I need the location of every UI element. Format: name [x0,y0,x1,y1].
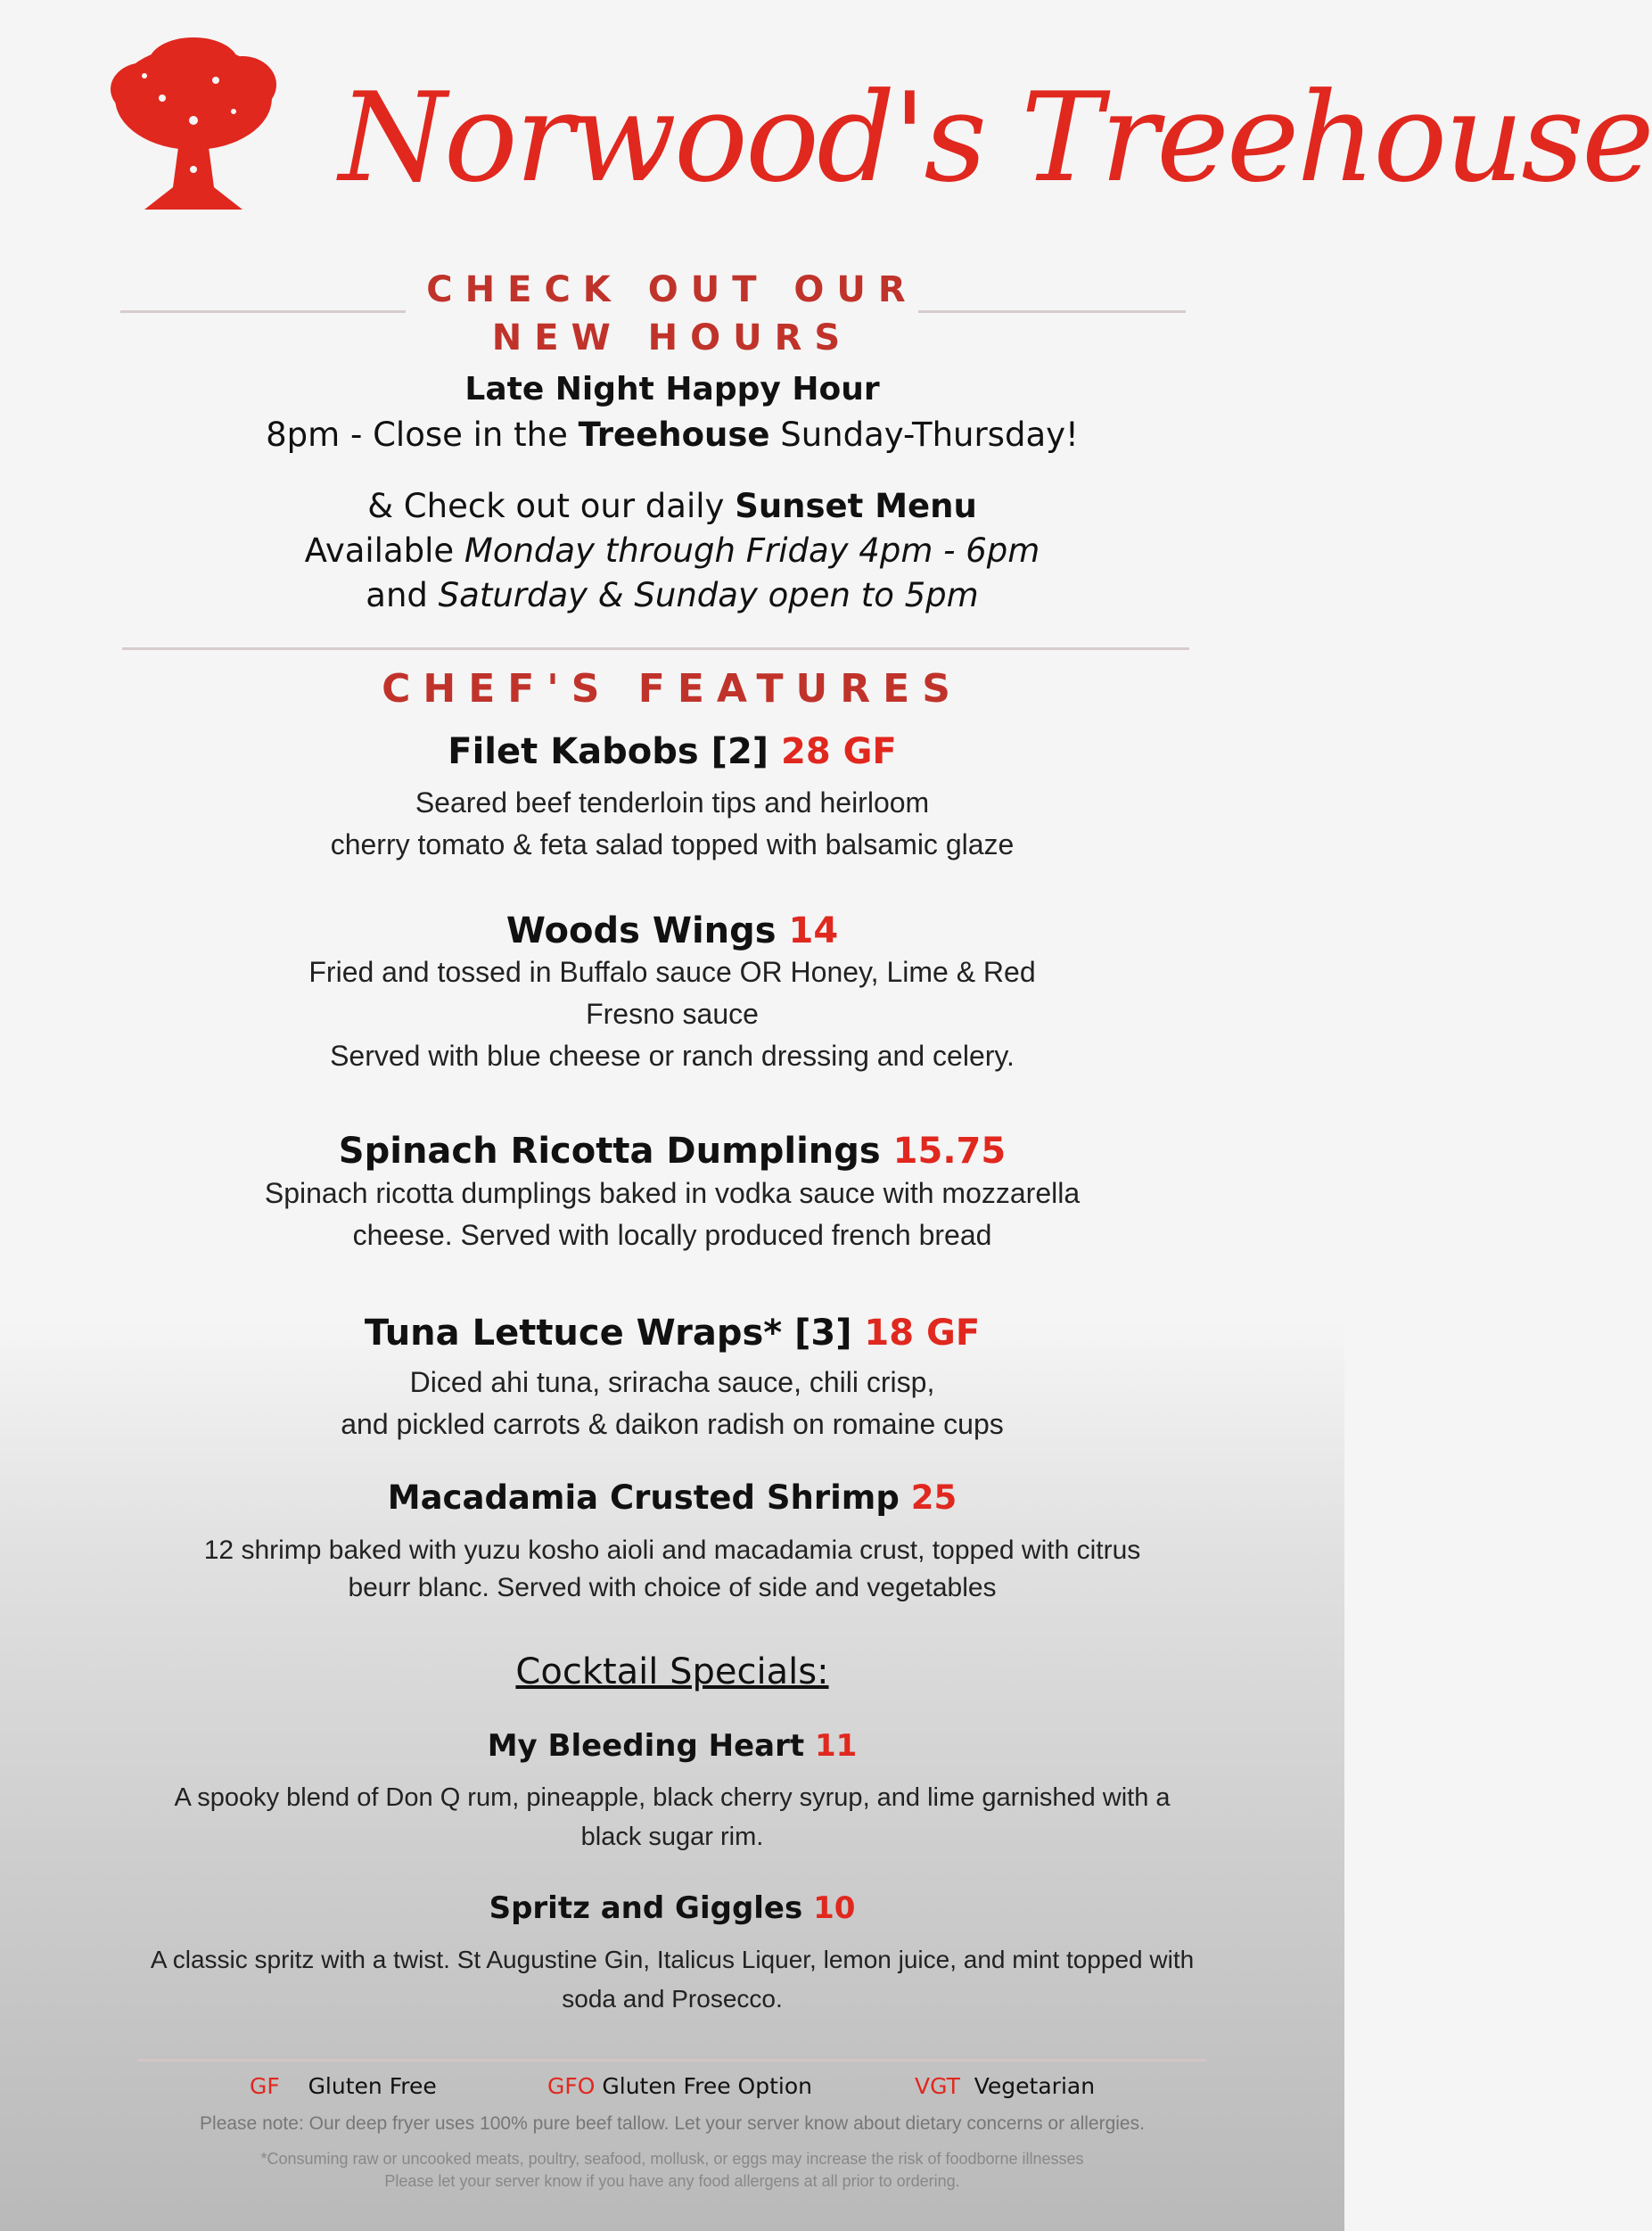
cocktail-heading: Cocktail Specials: [515,1651,829,1692]
allergen-note: Please let your server know if you have any food allergens at all prior to ordering. [384,2172,960,2190]
legend-code: GF [250,2073,280,2099]
feature-title [0,1474,1344,1522]
legend-label: Gluten Free [308,2073,437,2099]
cocktail-desc-line: black sugar rim. [580,1823,764,1851]
cocktail-price: 10 [813,1890,856,1926]
sunset-line [0,483,1344,530]
happy-hour-title: Late Night Happy Hour [464,371,880,408]
availability-line [0,528,1344,574]
cocktail-title [0,1724,1344,1768]
hours-heading-2: NEW HOURS [491,317,853,358]
avail-pre: Available [304,531,464,570]
feature-desc-line: and pickled carrots & daikon radish on romaine cups [341,1408,1004,1440]
happy-hour-pre: 8pm - Close in the [266,416,579,454]
feature-price: 25 [910,1478,958,1517]
feature-price: 15.75 [892,1131,1007,1172]
feature-desc-line: Spinach ricotta dumplings baked in vodka sauce with mozzarella [264,1177,1081,1209]
sat-italic: Saturday & Sunday open to 5pm [438,576,979,614]
legend-label: Gluten Free Option [602,2073,812,2099]
feature-desc-line: cheese. Served with locally produced french bread [352,1219,992,1251]
weekend-line [0,572,1344,619]
feature-desc-line: Seared beef tenderloin tips and heirloom [415,786,930,819]
feature-price: 18 GF [864,1313,981,1354]
feature-price: 14 [788,910,839,951]
features-heading: CHEF'S FEATURES [382,666,963,712]
feature-name: Macadamia Crusted Shrimp [387,1478,911,1517]
feature-name: Filet Kabobs [2] [448,731,781,772]
sunset-bold: Sunset Menu [735,487,977,525]
feature-price: 28 GF [780,731,897,772]
sunset-pre: & Check out our daily [367,487,736,525]
legend-code: VGT [915,2073,960,2099]
cocktail-name: Spritz and Giggles [489,1890,814,1926]
feature-title [0,727,1344,777]
legend-gf [250,2070,437,2103]
feature-name: Tuna Lettuce Wraps* [3] [364,1313,865,1354]
feature-title [0,906,1344,956]
fryer-note: Please note: Our deep fryer uses 100% pure beef tallow. Let your server know about dietary concerns or allergies. [200,2113,1145,2134]
legend-label: Vegetarian [974,2073,1096,2099]
feature-title [0,1126,1344,1176]
feature-desc-line: Diced ahi tuna, sriracha sauce, chili crisp, [409,1366,935,1398]
divider-features [122,647,1189,650]
feature-name: Woods Wings [505,910,789,951]
cocktail-name: My Bleeding Heart [487,1728,815,1764]
tree-icon [109,36,278,214]
brand-title: Norwood's Treehouse [339,66,1652,210]
feature-desc-line: beurr blanc. Served with choice of side and vegetables [348,1573,997,1602]
feature-desc-line: cherry tomato & feta salad topped with balsamic glaze [330,828,1015,860]
legend-vgt [915,2070,1095,2103]
feature-desc-line: Fried and tossed in Buffalo sauce OR Honey, Lime & Red [308,956,1036,988]
cocktail-price: 11 [814,1728,858,1764]
feature-desc-line: 12 shrimp baked with yuzu kosho aioli and macadamia crust, topped with citrus [203,1535,1141,1565]
feature-name: Spinach Ricotta Dumplings [338,1131,893,1172]
cocktail-desc-line: soda and Prosecco. [562,1985,783,2013]
avail-italic: Monday through Friday 4pm - 6pm [464,531,1040,570]
legend-gfo [547,2070,812,2103]
cocktail-desc-line: A classic spritz with a twist. St Augustine Gin, Italicus Liquer, lemon juice, and mint topped with [150,1946,1195,1973]
raw-food-warning: *Consuming raw or uncooked meats, poultry, seafood, mollusk, or eggs may increase the risk of foodborne illnesses [260,2150,1084,2168]
cocktail-desc-line: A spooky blend of Don Q rum, pineapple, black cherry syrup, and lime garnished with a [174,1783,1171,1812]
feature-title [0,1308,1344,1358]
legend-code: GFO [547,2073,596,2099]
feature-desc-line: Served with blue cheese or ranch dressing and celery. [330,1040,1015,1072]
happy-hour-bold: Treehouse [578,416,770,454]
feature-desc-line: Fresno sauce [586,998,759,1030]
happy-hour-post: Sunday-Thursday! [769,416,1079,454]
happy-hour-line [0,412,1344,458]
cocktail-title [0,1886,1344,1931]
divider-legend [138,2059,1206,2062]
sat-pre: and [366,576,439,614]
hours-heading-1: CHECK OUT OUR [426,269,918,310]
